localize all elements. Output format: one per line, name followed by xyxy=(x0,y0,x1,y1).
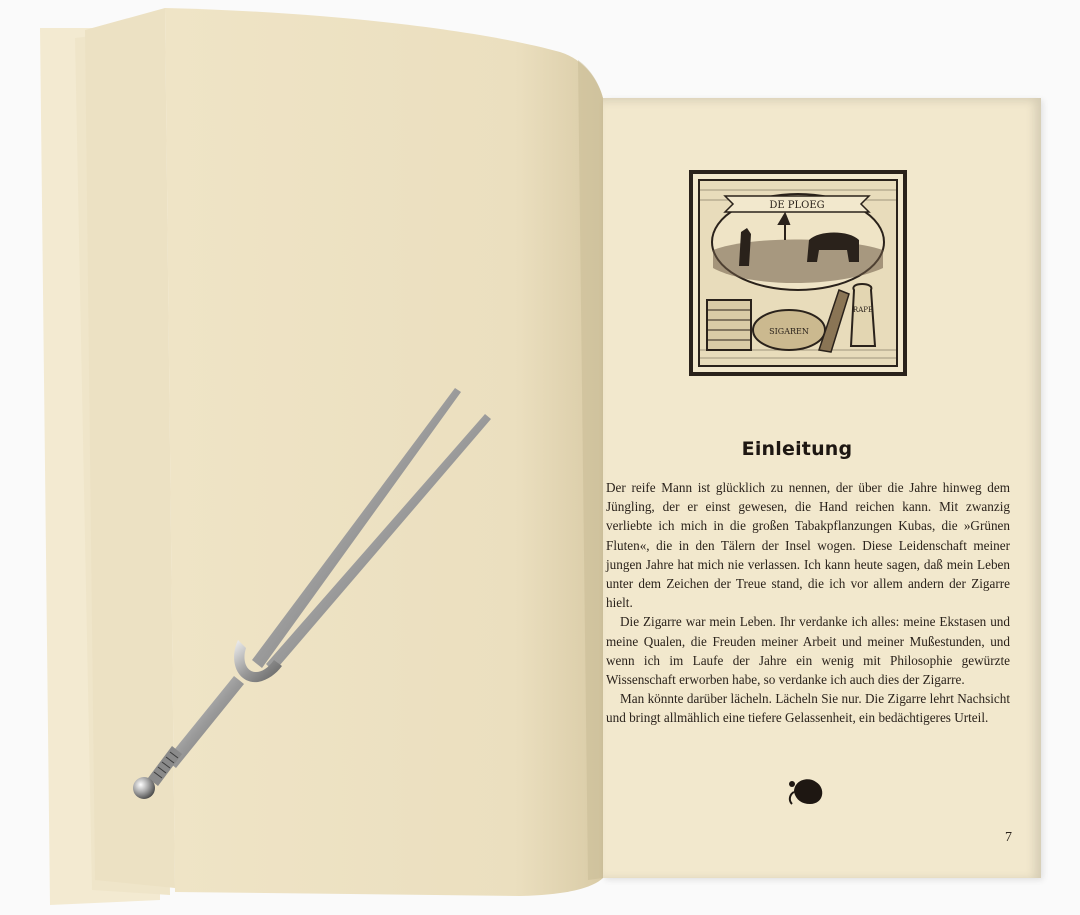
page-number: 7 xyxy=(1005,830,1012,845)
left-page xyxy=(165,8,603,896)
crate-text: SIGAREN xyxy=(769,327,809,336)
paragraph-1: Der reife Mann ist glücklich zu nennen, der über die Jahre hinweg dem Jüngling, der er einst gewesen, die Hand reichen kann. Mit zwanzig verliebte ich mich in die großen Tabakpflanzungen Kubas, die »Grünen Fluten«, die in den Tälern der Insel wogen. Diese Leidenschaft meiner jungen Jahre hat mich nie verlassen. Ich kann heute sagen, daß mein Leben unter dem Zeichen der Treue stand, die ich vor allem andern der Zigarre hielt. xyxy=(606,480,1010,611)
body-text xyxy=(606,478,1010,728)
right-page xyxy=(603,98,1041,878)
paragraph-3: Man könnte darüber lächeln. Lächeln Sie nur. Die Zigarre lehrt Nachsicht und bringt allmählich eine tiefere Gelassenheit, ein bedächtigeres Urteil. xyxy=(606,691,1010,726)
woodcut-illustration xyxy=(689,170,907,376)
chapter-title: Einleitung xyxy=(741,438,853,460)
paragraph-2: Die Zigarre war mein Leben. Ihr verdanke ich alles: meine Ekstasen und meine Qualen, die Freuden meiner Arbeit und meiner Mußestunden, und wenn ich im Laufe der Jahre ein wenig mit Philosophie gewürzte Wissenschaft erworben habe, so verdanke ich auch dies der Zigarre. xyxy=(606,614,1010,688)
jar-text: RAPE xyxy=(852,306,874,314)
leaf-ornament-icon xyxy=(786,774,832,808)
back-page-3 xyxy=(85,8,175,888)
banner-text: DE PLOEG xyxy=(769,200,825,211)
